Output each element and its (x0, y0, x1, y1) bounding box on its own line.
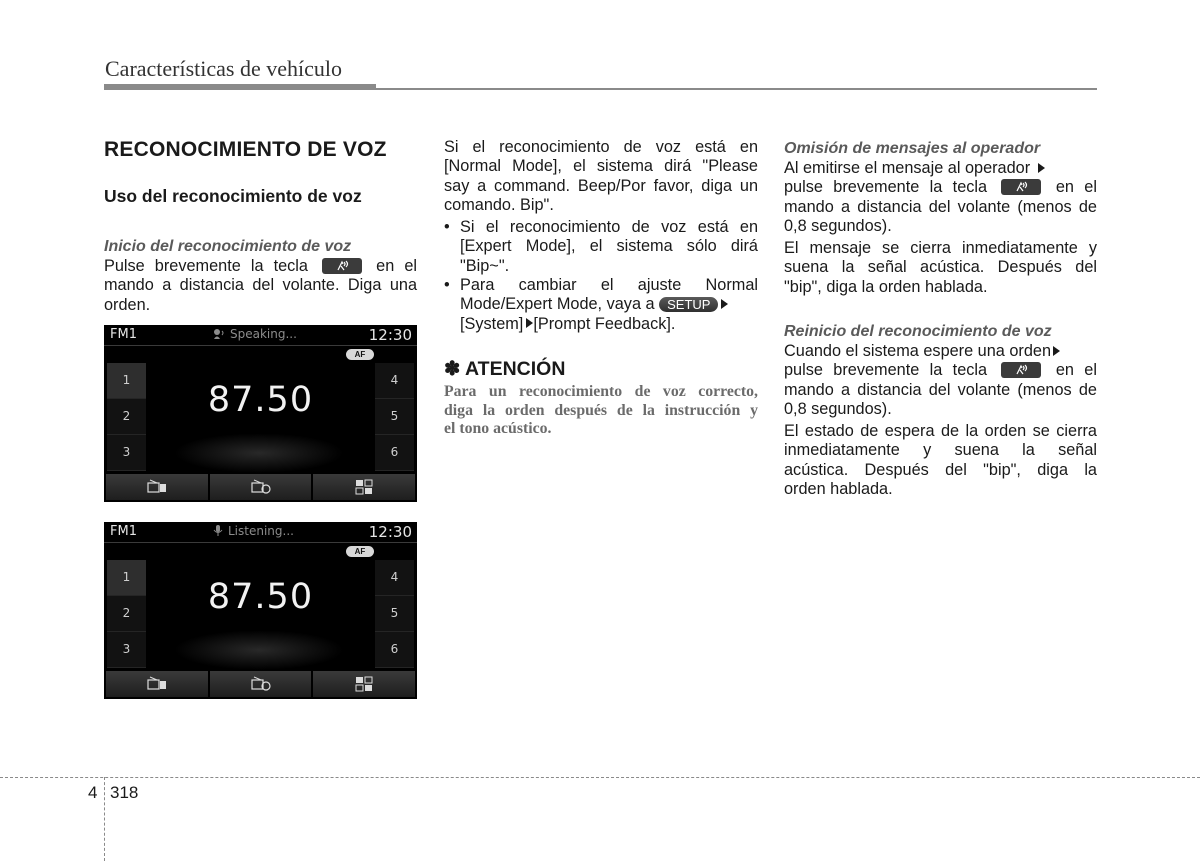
text-line: comando. Bip". (444, 195, 554, 214)
text-fragment: pulse brevemente la tecla (784, 361, 988, 380)
clock: 12:30 (368, 326, 412, 344)
radio-list-icon (146, 676, 168, 692)
page-header-title: Características de vehículo (105, 56, 343, 81)
text-line: mando a distancia del volante (menos de (784, 380, 1097, 399)
text-line: El mensaje se cierra inmediatamente y (784, 239, 1097, 258)
attention-text (444, 383, 758, 439)
page-number: 318 (110, 783, 139, 802)
text-line (460, 295, 758, 314)
radio-scan-button[interactable] (210, 474, 312, 500)
preset-button-1[interactable]: 1 (107, 560, 146, 596)
radio-list-button[interactable] (106, 671, 208, 697)
divider (104, 542, 417, 543)
text-fragment: en el (1055, 361, 1097, 380)
status-label: Listening... (228, 524, 294, 538)
text-fragment: Pulse brevemente la tecla (104, 257, 308, 275)
start-section-text (104, 257, 417, 315)
text-line: diga la orden después de la instrucción y (444, 401, 758, 419)
section-heading: RECONOCIMIENTO DE VOZ (104, 138, 387, 161)
frequency-glow (174, 433, 344, 473)
start-section-title: Inicio del reconocimiento de voz (104, 238, 352, 255)
attention-title: ✽ ATENCIÓN (444, 358, 566, 380)
radio-list-button[interactable] (106, 474, 208, 500)
status-text (212, 327, 297, 341)
text-line: 0,8 segundos). (784, 399, 892, 418)
radio-scan-icon (250, 676, 272, 692)
mode-paragraph (444, 138, 758, 215)
frequency-display: 87.50 (207, 577, 314, 617)
text-fragment: [Prompt Feedback]. (533, 314, 676, 333)
text-line (784, 178, 1097, 197)
text-line: • Para cambiar el ajuste Normal (460, 276, 758, 294)
text-line (104, 257, 417, 276)
text-line: mando a distancia del volante (menos de (784, 197, 1097, 216)
text-line: say a command. Beep/Por favor, diga un (444, 176, 758, 195)
text-fragment: [System] (460, 314, 524, 333)
text-line: orden hablada. (784, 480, 893, 499)
restart-text (784, 342, 1097, 499)
text-fragment: Mode/Expert Mode, vaya a (460, 295, 655, 314)
clock: 12:30 (368, 523, 412, 541)
preset-button-3[interactable]: 3 (107, 435, 146, 471)
frequency-glow (174, 630, 344, 670)
microphone-icon (212, 524, 224, 537)
restart-section (784, 322, 1097, 499)
text-line (784, 159, 1097, 178)
frequency-display: 87.50 (207, 380, 314, 420)
text-line: [Expert Mode], el sistema sólo dirá (460, 237, 758, 256)
af-badge: AF (346, 546, 374, 557)
speaking-icon (212, 328, 226, 340)
radio-screen-speaking (104, 325, 417, 502)
text-fragment: Cuando el sistema espere una orden (784, 342, 1052, 360)
preset-button-4[interactable]: 4 (375, 560, 414, 596)
voice-key-icon (322, 258, 362, 274)
bullet-expert-mode (444, 218, 758, 276)
status-bar (104, 325, 417, 345)
preset-button-6[interactable]: 6 (375, 435, 414, 471)
text-line: mando a distancia del volante. Diga una orden. (104, 276, 417, 314)
menu-grid-icon (355, 676, 373, 692)
footer-vertical-rule (104, 777, 105, 861)
text-line: Si el reconocimiento de voz está en (444, 138, 758, 156)
text-line: 0,8 segundos). (784, 216, 892, 235)
text-fragment: en el (1055, 178, 1097, 197)
text-line: inmediatamente y suena la señal (784, 441, 1097, 460)
text-line: suena la señal acústica. Después del (784, 258, 1097, 277)
text-fragment: en el (376, 257, 417, 275)
band-label: FM1 (110, 327, 137, 342)
start-section (104, 237, 417, 315)
arrow-right-icon (1053, 346, 1060, 356)
arrow-right-icon (721, 299, 728, 309)
preset-button-3[interactable]: 3 (107, 632, 146, 668)
arrow-right-icon (526, 318, 533, 328)
voice-key-icon (1001, 362, 1041, 378)
radio-scan-icon (250, 479, 272, 495)
bullet-change-mode (444, 276, 758, 334)
softkey-bar (106, 671, 415, 697)
text-fragment: pulse brevemente la tecla (784, 178, 988, 197)
header-rule (104, 88, 1097, 90)
af-badge: AF (346, 349, 374, 360)
text-line: "bip", diga la orden hablada. (784, 277, 988, 296)
skip-prompt-title: Omisión de mensajes al operador (784, 140, 1041, 157)
softkey-bar (106, 474, 415, 500)
voice-key-icon (1001, 179, 1041, 195)
preset-button-2[interactable]: 2 (107, 596, 146, 632)
status-label: Speaking... (230, 327, 297, 341)
band-label: FM1 (110, 524, 137, 539)
text-line (784, 342, 1097, 361)
arrow-right-icon (1038, 163, 1045, 173)
text-line: el tono acústico. (444, 420, 552, 437)
radio-list-icon (146, 479, 168, 495)
chapter-number: 4 (88, 783, 98, 802)
menu-grid-icon (355, 479, 373, 495)
subsection-heading: Uso del reconocimiento de voz (104, 186, 362, 206)
status-bar (104, 522, 417, 542)
restart-title: Reinicio del reconocimiento de voz (784, 323, 1052, 340)
setup-key: SETUP (659, 297, 718, 312)
preset-button-2[interactable]: 2 (107, 399, 146, 435)
preset-button-5[interactable]: 5 (375, 399, 414, 435)
skip-prompt-text (784, 159, 1097, 297)
preset-button-1[interactable]: 1 (107, 363, 146, 399)
footer-rule (0, 777, 1200, 778)
text-line: El estado de espera de la orden se cierra (784, 422, 1097, 441)
radio-screen-listening (104, 522, 417, 699)
preset-button-4[interactable]: 4 (375, 363, 414, 399)
menu-button[interactable] (313, 474, 415, 500)
text-line: • Si el reconocimiento de voz está en (460, 218, 758, 236)
status-text (212, 524, 294, 538)
radio-scan-button[interactable] (210, 671, 312, 697)
text-line: [Normal Mode], el sistema dirá "Please (444, 157, 758, 176)
menu-button[interactable] (313, 671, 415, 697)
text-line (460, 315, 758, 334)
text-line (784, 361, 1097, 380)
skip-prompt-section (784, 139, 1097, 297)
text-line: Para un reconocimiento de voz correcto, (444, 383, 758, 400)
divider (104, 345, 417, 346)
text-line: acústica. Después del "bip", diga la (784, 460, 1097, 479)
preset-button-6[interactable]: 6 (375, 632, 414, 668)
preset-button-5[interactable]: 5 (375, 596, 414, 632)
text-fragment: Al emitirse el mensaje al operador (784, 159, 1031, 177)
text-line: "Bip~". (460, 256, 510, 275)
